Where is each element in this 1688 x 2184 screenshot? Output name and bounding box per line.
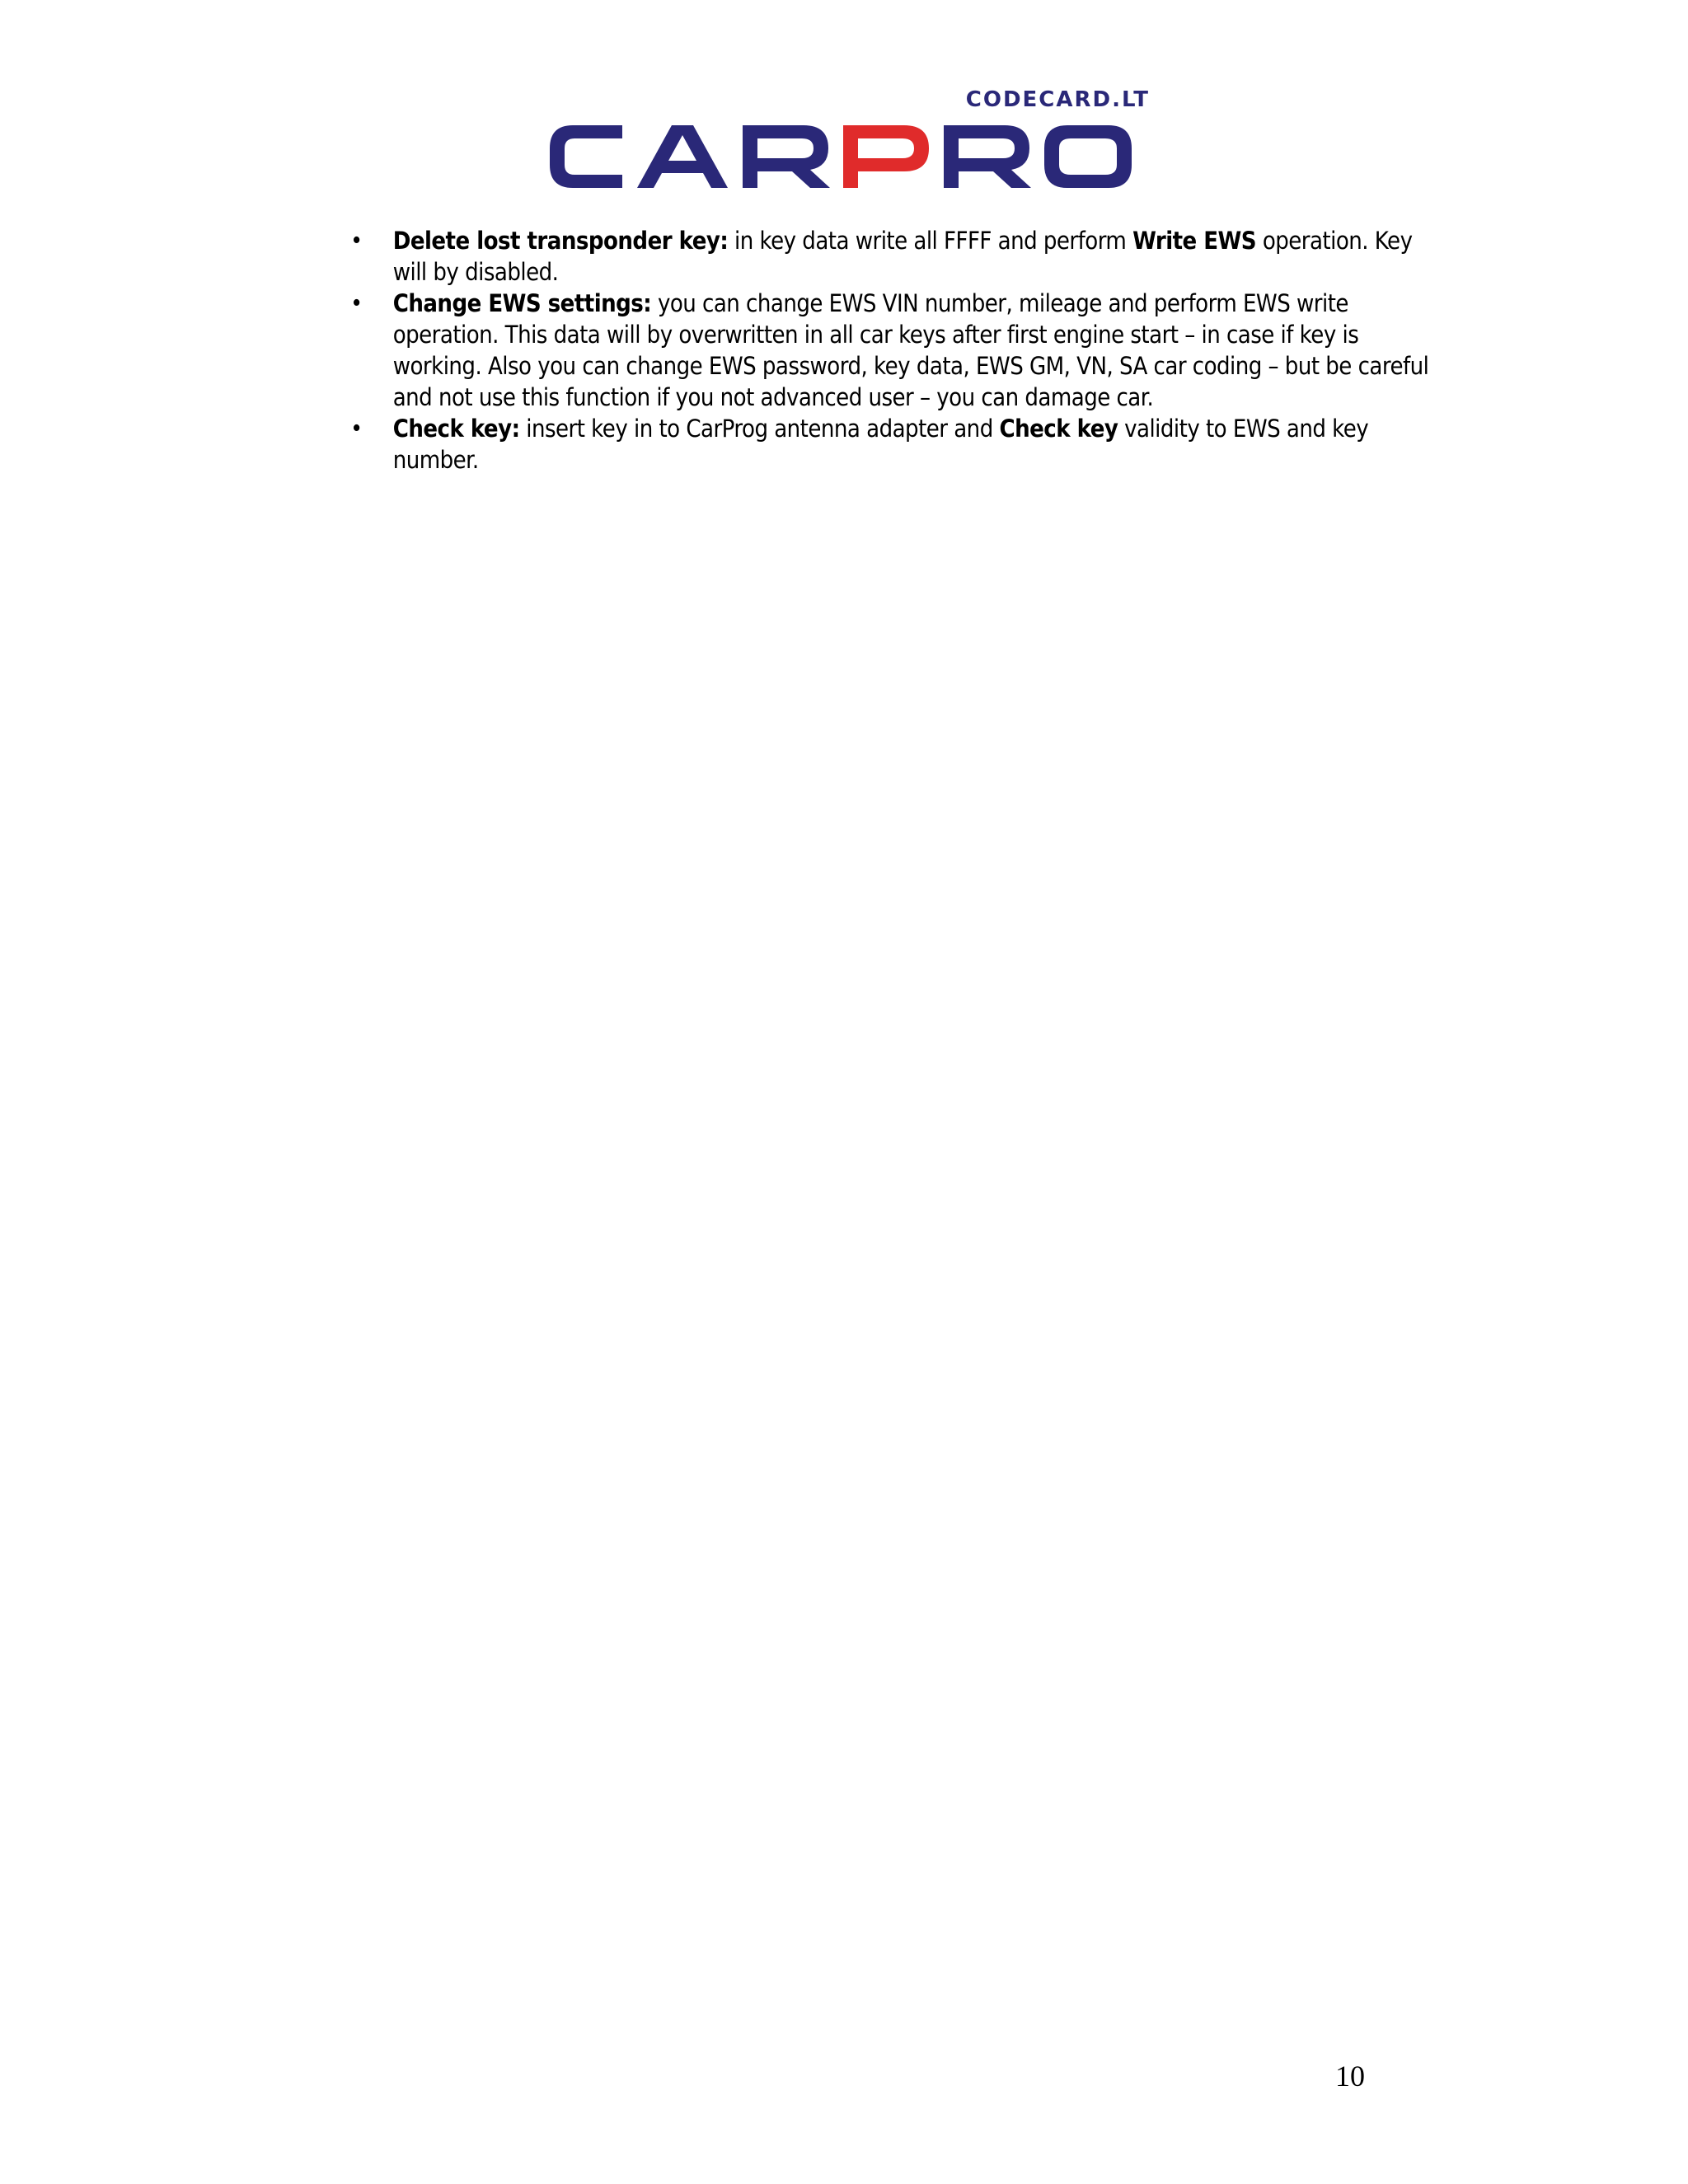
logo-letter-a [637,125,728,188]
item-text: operation. Key will by disabled. [392,227,1413,286]
item-text: in key data write all FFFF and perform [728,227,1133,255]
logo-letter-c [550,125,622,188]
document-body [346,225,1429,476]
carprog-logo [540,82,1150,198]
logo-site-text: CODECARD.LT [965,87,1150,112]
list-item [346,225,1432,288]
logo-letter-r2 [944,125,1031,188]
logo-letter-r [743,125,830,188]
logo-letter-p [843,125,929,188]
item-title: Check key: [392,415,520,443]
item-text: you can change EWS VIN number, mileage and perform EWS write operation. This data will by overwritten in all car keys after first engine start – in case if key is working. Also you can change EWS password, key data, EWS GM, VN, SA car coding – but be careful and not use this function if you not advanced user – you can damage car. [392,289,1429,411]
list-item [346,413,1432,476]
item-title: Delete lost transponder key: [392,227,729,255]
bullet-marker: • [352,288,361,318]
logo-letter-o [1044,125,1132,188]
logo-wordmark [540,115,1150,198]
item-text: insert key in to CarProg antenna adapter and [519,415,1000,443]
item-text: validity to EWS and key number. [392,415,1369,474]
page-number: 10 [1335,2060,1365,2093]
bullet-marker: • [352,413,361,443]
feature-list [346,225,1429,476]
item-emphasis: Write EWS [1132,227,1257,255]
list-item [346,288,1432,413]
item-title: Change EWS settings: [392,289,652,317]
bullet-marker: • [352,225,361,255]
item-emphasis: Check key [999,415,1118,443]
